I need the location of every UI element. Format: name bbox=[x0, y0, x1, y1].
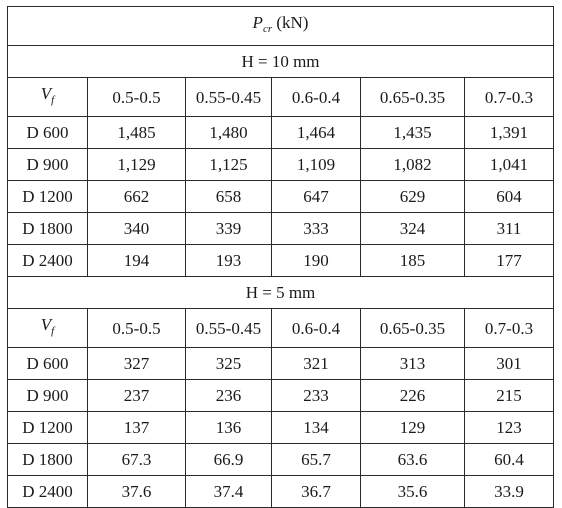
value-cell: 33.9 bbox=[465, 476, 554, 508]
value-cell: 333 bbox=[272, 213, 361, 245]
critical-load-table bbox=[7, 6, 554, 508]
value-cell: 67.3 bbox=[88, 444, 186, 476]
table-row bbox=[8, 444, 554, 476]
value-cell: 629 bbox=[361, 181, 465, 213]
table-body bbox=[8, 7, 554, 508]
value-cell: 1,041 bbox=[465, 149, 554, 181]
column-header-row bbox=[8, 78, 554, 117]
value-cell: 325 bbox=[186, 348, 272, 380]
value-cell: 37.4 bbox=[186, 476, 272, 508]
column-header-cell: 0.65-0.35 bbox=[361, 309, 465, 348]
value-cell: 1,485 bbox=[88, 117, 186, 149]
section-header-row bbox=[8, 277, 554, 309]
vf-symbol: V bbox=[40, 84, 52, 103]
value-cell: 193 bbox=[186, 245, 272, 277]
row-label: D 600 bbox=[8, 348, 88, 380]
table-row bbox=[8, 213, 554, 245]
value-cell: 36.7 bbox=[272, 476, 361, 508]
pcr-unit: (kN) bbox=[276, 13, 309, 32]
row-label: D 1200 bbox=[8, 412, 88, 444]
row-label: D 1200 bbox=[8, 181, 88, 213]
table-row bbox=[8, 149, 554, 181]
row-label: D 1800 bbox=[8, 444, 88, 476]
section-label: H = 5 mm bbox=[8, 277, 554, 309]
table-title bbox=[8, 7, 554, 46]
column-header-cell: 0.55-0.45 bbox=[186, 78, 272, 117]
value-cell: 1,109 bbox=[272, 149, 361, 181]
value-cell: 301 bbox=[465, 348, 554, 380]
vf-symbol: V bbox=[40, 315, 52, 334]
value-cell: 1,391 bbox=[465, 117, 554, 149]
value-cell: 340 bbox=[88, 213, 186, 245]
value-cell: 236 bbox=[186, 380, 272, 412]
value-cell: 60.4 bbox=[465, 444, 554, 476]
value-cell: 327 bbox=[88, 348, 186, 380]
value-cell: 1,129 bbox=[88, 149, 186, 181]
value-cell: 66.9 bbox=[186, 444, 272, 476]
value-cell: 662 bbox=[88, 181, 186, 213]
column-header-cell: 0.5-0.5 bbox=[88, 309, 186, 348]
column-header-cell: 0.7-0.3 bbox=[465, 78, 554, 117]
value-cell: 324 bbox=[361, 213, 465, 245]
value-cell: 658 bbox=[186, 181, 272, 213]
column-header-cell: 0.5-0.5 bbox=[88, 78, 186, 117]
table-row bbox=[8, 245, 554, 277]
value-cell: 134 bbox=[272, 412, 361, 444]
row-label: D 900 bbox=[8, 149, 88, 181]
value-cell: 37.6 bbox=[88, 476, 186, 508]
value-cell: 1,435 bbox=[361, 117, 465, 149]
table-row bbox=[8, 412, 554, 444]
value-cell: 136 bbox=[186, 412, 272, 444]
value-cell: 65.7 bbox=[272, 444, 361, 476]
table-row bbox=[8, 181, 554, 213]
value-cell: 226 bbox=[361, 380, 465, 412]
section-label: H = 10 mm bbox=[8, 46, 554, 78]
value-cell: 63.6 bbox=[361, 444, 465, 476]
value-cell: 233 bbox=[272, 380, 361, 412]
vf-subscript: f bbox=[51, 94, 55, 106]
value-cell: 123 bbox=[465, 412, 554, 444]
column-header-cell: 0.65-0.35 bbox=[361, 78, 465, 117]
value-cell: 1,082 bbox=[361, 149, 465, 181]
column-header-row bbox=[8, 309, 554, 348]
row-label: D 2400 bbox=[8, 476, 88, 508]
column-header-cell: 0.7-0.3 bbox=[465, 309, 554, 348]
vf-header-cell bbox=[8, 309, 88, 348]
value-cell: 237 bbox=[88, 380, 186, 412]
row-label: D 900 bbox=[8, 380, 88, 412]
column-header-cell: 0.55-0.45 bbox=[186, 309, 272, 348]
table-row bbox=[8, 348, 554, 380]
value-cell: 194 bbox=[88, 245, 186, 277]
value-cell: 1,464 bbox=[272, 117, 361, 149]
value-cell: 313 bbox=[361, 348, 465, 380]
value-cell: 321 bbox=[272, 348, 361, 380]
value-cell: 215 bbox=[465, 380, 554, 412]
value-cell: 647 bbox=[272, 181, 361, 213]
section-header-row bbox=[8, 46, 554, 78]
table-row bbox=[8, 117, 554, 149]
value-cell: 1,125 bbox=[186, 149, 272, 181]
value-cell: 185 bbox=[361, 245, 465, 277]
vf-header-cell bbox=[8, 78, 88, 117]
row-label: D 600 bbox=[8, 117, 88, 149]
pcr-symbol: P bbox=[252, 13, 263, 32]
value-cell: 177 bbox=[465, 245, 554, 277]
value-cell: 604 bbox=[465, 181, 554, 213]
table-row bbox=[8, 380, 554, 412]
value-cell: 1,480 bbox=[186, 117, 272, 149]
table-title-row bbox=[8, 7, 554, 46]
value-cell: 311 bbox=[465, 213, 554, 245]
row-label: D 2400 bbox=[8, 245, 88, 277]
value-cell: 137 bbox=[88, 412, 186, 444]
value-cell: 190 bbox=[272, 245, 361, 277]
column-header-cell: 0.6-0.4 bbox=[272, 78, 361, 117]
value-cell: 129 bbox=[361, 412, 465, 444]
row-label: D 1800 bbox=[8, 213, 88, 245]
value-cell: 35.6 bbox=[361, 476, 465, 508]
value-cell: 339 bbox=[186, 213, 272, 245]
vf-subscript: f bbox=[51, 325, 55, 337]
pcr-subscript: cr bbox=[262, 23, 273, 35]
table-row bbox=[8, 476, 554, 508]
column-header-cell: 0.6-0.4 bbox=[272, 309, 361, 348]
